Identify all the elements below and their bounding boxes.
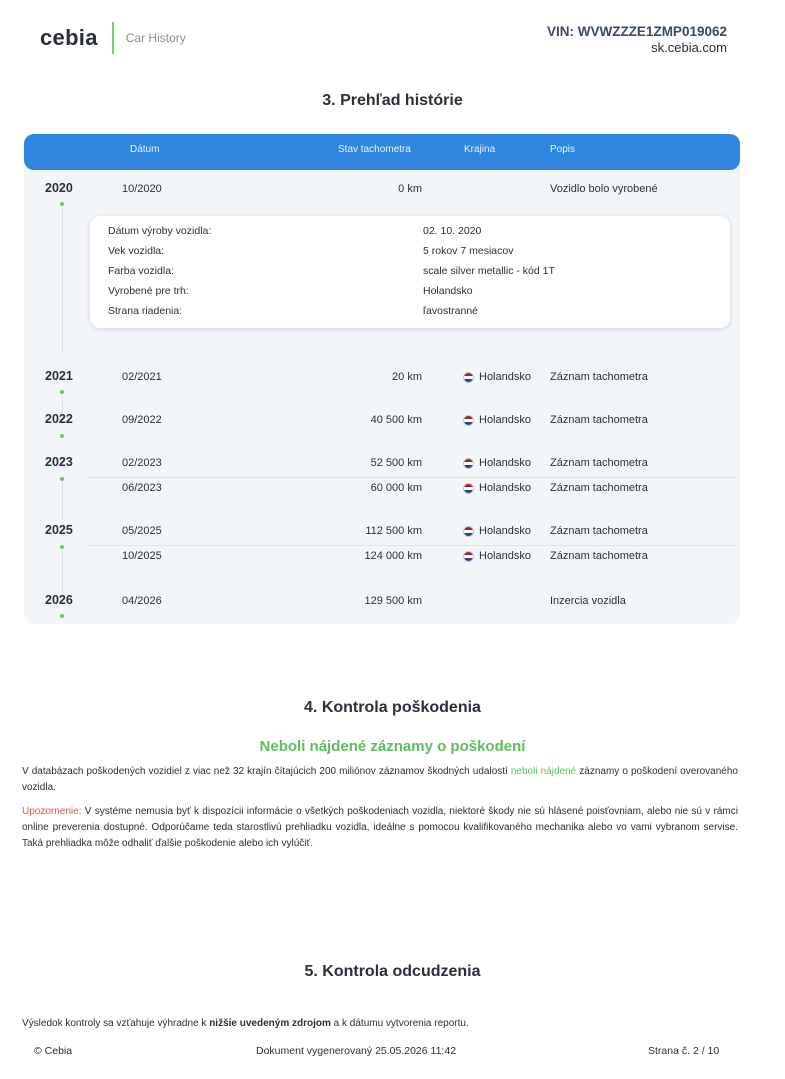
row-odometer: 112 500 km [365, 525, 422, 537]
theft-text-end: a k dátumu vytvorenia reportu. [330, 1018, 469, 1029]
theft-text-start: Výsledok kontroly sa vzťahuje výhradne k [22, 1018, 210, 1029]
table-row [24, 455, 740, 479]
detail-label: Vek vozidla: [108, 245, 165, 257]
table-row [24, 412, 740, 436]
detail-row [108, 245, 708, 261]
row-odometer: 60 000 km [370, 482, 422, 494]
footer-copyright: © Cebia [34, 1045, 73, 1057]
row-date: 09/2022 [122, 414, 162, 426]
detail-value: Holandsko [423, 285, 473, 297]
column-odometer: Stav tachometra [338, 144, 411, 155]
detail-label: Dátum výroby vozidla: [108, 225, 212, 237]
row-odometer: 40 500 km [370, 414, 422, 426]
vin-number: VIN: WVWZZZE1ZMP019062 [546, 24, 727, 39]
vin-block [547, 24, 727, 55]
table-row [24, 548, 740, 572]
row-description: Záznam tachometra [550, 457, 648, 469]
table-row [24, 523, 740, 547]
detail-row [108, 265, 708, 281]
row-description: Záznam tachometra [550, 371, 648, 383]
row-year: 2023 [45, 455, 73, 469]
netherlands-flag-icon [463, 483, 474, 494]
detail-value: 02. 10. 2020 [423, 225, 482, 237]
row-year: 2025 [45, 523, 73, 537]
history-table-header [24, 134, 740, 170]
row-divider [88, 545, 738, 546]
damage-warning [22, 804, 738, 852]
row-country-name: Holandsko [479, 550, 531, 562]
timeline-line [62, 204, 63, 354]
table-row [24, 369, 740, 393]
detail-value: 5 rokov 7 mesiacov [423, 245, 514, 257]
brand-divider [112, 22, 114, 54]
row-odometer: 129 500 km [364, 595, 422, 607]
row-year: 2021 [45, 369, 73, 383]
row-country-name: Holandsko [479, 414, 531, 426]
column-description: Popis [550, 144, 576, 155]
row-country [463, 414, 531, 426]
warning-label: Upozornenie: [22, 806, 82, 817]
row-date: 05/2025 [122, 525, 162, 537]
detail-label: Vyrobené pre trh: [108, 285, 189, 297]
row-date: 04/2026 [122, 595, 162, 607]
table-row [24, 593, 740, 617]
row-description: Vozidlo bolo vyrobené [550, 183, 658, 195]
warning-text: V systéme nemusia byť k dispozícii informácie o všetkých poškodeniach vozidla, niektoré škody nie sú hlásené poisťovniam, alebo nie sú v rámci online preverenia dostupné. Odporúčame teda starostlivú prehliadku vozidla, ideálne s pomocou kvalifikovaného mechanika alebo vo vami vybranom servise. Taká prehliadka môže odhaliť ďalšie poškodenie alebo ich vylúčiť. [22, 806, 738, 849]
row-country [463, 371, 531, 383]
row-description: Záznam tachometra [550, 414, 648, 426]
row-description: Záznam tachometra [550, 525, 648, 537]
damage-text-end: záznamy o poškodení overovaného vozidla. [22, 766, 738, 793]
row-odometer: 20 km [392, 371, 422, 383]
row-description: Záznam tachometra [550, 550, 648, 562]
detail-row [108, 285, 708, 301]
row-date: 02/2021 [122, 371, 162, 383]
row-country [463, 457, 531, 469]
footer-generated: Dokument vygenerovaný 25.05.2026 11:42 [256, 1045, 457, 1057]
row-odometer: 124 000 km [364, 550, 422, 562]
vehicle-details-card [90, 216, 730, 328]
netherlands-flag-icon [463, 415, 474, 426]
cebia-logo: cebia [40, 25, 98, 50]
row-year: 2026 [45, 593, 73, 607]
row-date: 06/2023 [122, 482, 162, 494]
damage-text-highlight: neboli nájdené [510, 766, 577, 777]
damage-description [22, 764, 738, 796]
netherlands-flag-icon [463, 372, 474, 383]
column-country: Krajina [464, 144, 496, 155]
damage-text-start: V databázach poškodených vozidiel z viac než 32 krajín čítajúcich 200 miliónov záznamov škodných udalostí [22, 766, 511, 777]
theft-description [22, 1016, 738, 1032]
row-description: Záznam tachometra [550, 482, 648, 494]
row-description: Inzercia vozidla [550, 595, 626, 607]
row-country-name: Holandsko [479, 482, 531, 494]
row-country [463, 550, 531, 562]
theft-title: 5. Kontrola odcudzenia [304, 963, 481, 980]
row-country-name: Holandsko [479, 457, 531, 469]
row-date: 10/2020 [122, 183, 162, 195]
table-row [24, 181, 740, 205]
row-divider [88, 477, 738, 478]
detail-label: Farba vozidla: [108, 265, 174, 277]
row-country [463, 525, 531, 537]
row-date: 02/2023 [122, 457, 162, 469]
row-odometer: 52 500 km [370, 457, 422, 469]
site-link[interactable]: sk.cebia.com [651, 40, 727, 55]
damage-result: Neboli nájdené záznamy o poškodení [259, 738, 526, 755]
detail-row [108, 225, 708, 241]
detail-row [108, 305, 708, 321]
row-odometer: 0 km [398, 183, 422, 195]
detail-label: Strana riadenia: [108, 305, 183, 317]
brand-subtitle: Car History [125, 31, 186, 45]
netherlands-flag-icon [463, 551, 474, 562]
netherlands-flag-icon [463, 526, 474, 537]
table-row [24, 480, 740, 504]
detail-value: scale silver metallic - kód 1T [423, 265, 555, 277]
theft-text-bold: nižšie uvedeným zdrojom [209, 1018, 331, 1029]
column-date: Dátum [130, 144, 160, 155]
history-table [24, 134, 740, 626]
detail-value: ľavostranné [423, 305, 479, 317]
row-country-name: Holandsko [479, 371, 531, 383]
brand [40, 22, 186, 54]
damage-title: 4. Kontrola poškodenia [304, 699, 481, 716]
row-country-name: Holandsko [479, 525, 531, 537]
row-country [463, 482, 531, 494]
row-year: 2022 [45, 412, 73, 426]
row-date: 10/2025 [122, 550, 162, 562]
history-title: 3. Prehľad histórie [322, 92, 463, 109]
row-year: 2020 [45, 181, 73, 195]
netherlands-flag-icon [463, 458, 474, 469]
footer-page-number: Strana č. 2 / 10 [648, 1045, 720, 1057]
